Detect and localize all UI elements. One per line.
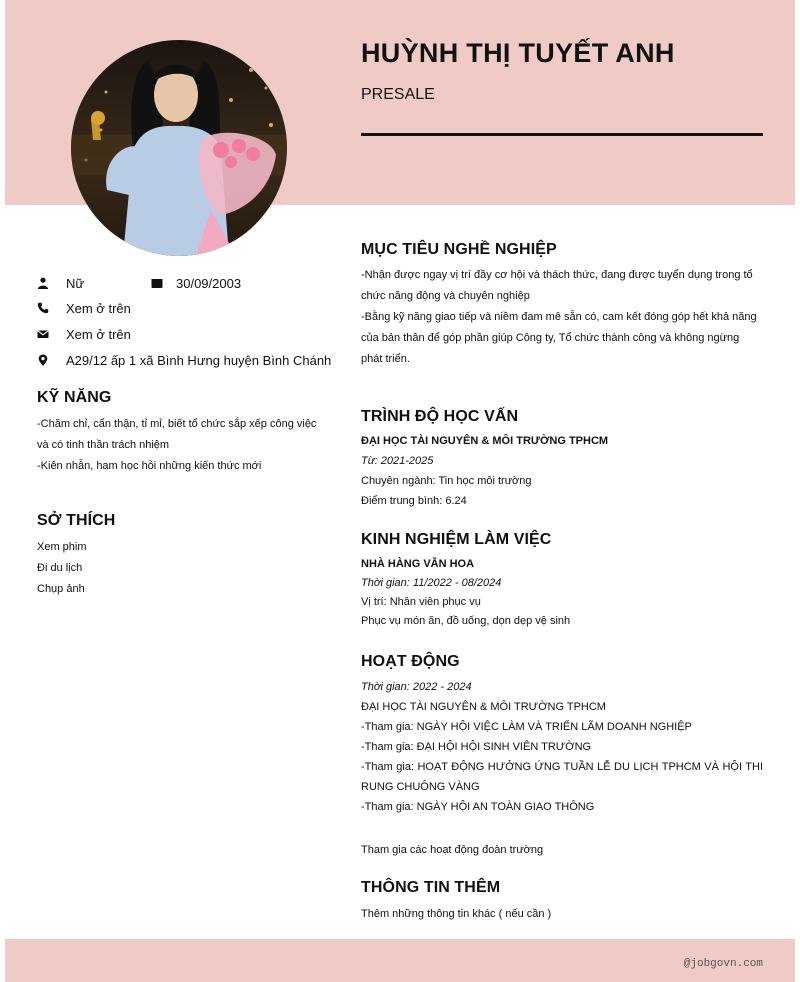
- hobbies-list: [37, 537, 87, 600]
- activity-item: -Tham gia: HOẠT ĐỘNG HƯỞNG ỨNG TUẦN LỄ DU LỊCH TPHCM VÀ HỘI THI RUNG CHUÔNG VÀNG: [361, 761, 763, 793]
- activities-period: Thời gian: 2022 - 2024: [361, 681, 472, 693]
- objective-list: [361, 265, 761, 370]
- gender-row: [37, 273, 84, 293]
- school-name: ĐẠI HỌC TÀI NGUYÊN & MÔI TRƯỜNG TPHCM: [361, 435, 609, 447]
- activity-item: -Tham gia: NGÀY HỘI VIỆC LÀM VÀ TRIỂN LÃM DOANH NGHIỆP: [361, 721, 692, 733]
- education-gpa: Điểm trung bình: 6.24: [361, 495, 467, 507]
- hobby-item: Đi du lịch: [37, 562, 83, 574]
- email-row: [37, 324, 131, 344]
- more-info-text: Thêm những thông tin khác ( nếu cần ): [361, 908, 552, 920]
- experience-title: KINH NGHIỆM LÀM VIỆC: [361, 531, 552, 548]
- skill-item: -Kiên nhẫn, ham học hỏi những kiến thức mới: [37, 460, 262, 472]
- hobbies-title: SỞ THÍCH: [37, 512, 116, 529]
- education-title: TRÌNH ĐỘ HỌC VẤN: [361, 408, 519, 425]
- education-major: Chuyên ngành: Tin học môi trường: [361, 475, 532, 487]
- footer-credit: @jobgovn.com: [683, 958, 763, 970]
- company-name: NHÀ HÀNG VĂN HOA: [361, 558, 475, 570]
- header-divider: [361, 133, 763, 136]
- address-value: A29/12 ấp 1 xã Bình Hưng huyện Bình Chánh: [66, 352, 332, 368]
- hobby-item: Chụp ảnh: [37, 583, 85, 595]
- candidate-role: PRESALE: [361, 86, 435, 103]
- address-row: [37, 350, 331, 370]
- skills-title: KỸ NĂNG: [37, 389, 112, 406]
- objective-item: -Bằng kỹ năng giao tiếp và niềm đam mê sẵn có, cam kết đóng góp hết khả năng của bản thân để góp phần giúp Công ty, Tổ chức thành công và không ngừng phát triển.: [361, 311, 757, 365]
- location-pin-icon: [37, 354, 49, 366]
- skill-item: -Chăm chỉ, cẩn thận, tỉ mỉ, biết tổ chức sắp xếp công việc và có tinh thần trách nhiệm: [37, 418, 317, 451]
- experience-position: Vị trí: Nhân viên phục vụ: [361, 596, 481, 608]
- objective-title: MỤC TIÊU NGHỀ NGHIỆP: [361, 241, 557, 258]
- portrait-photo: [71, 40, 287, 256]
- gender-value: Nữ: [66, 275, 85, 291]
- activities-block: [361, 677, 763, 817]
- phone-icon: [37, 302, 49, 314]
- experience-period: Thời gian: 11/2022 - 08/2024: [361, 577, 502, 589]
- education-block: [361, 431, 608, 511]
- avatar: [71, 40, 287, 256]
- experience-block: [361, 555, 570, 631]
- footer-band: [5, 939, 795, 982]
- phone-row: [37, 298, 131, 318]
- mail-icon: [37, 328, 49, 340]
- email-value: Xem ở trên: [66, 326, 131, 342]
- activity-item: -Tham gia: NGÀY HỘI AN TOÀN GIAO THÔNG: [361, 801, 595, 813]
- experience-duty: Phục vụ món ăn, đồ uống, dọn dẹp vệ sinh: [361, 615, 571, 627]
- activities-extra: Tham gia các hoạt động đoàn trường: [361, 844, 544, 856]
- activity-item: -Tham gia: ĐẠI HỘI HỘI SINH VIÊN TRƯỜNG: [361, 741, 592, 753]
- more-info-title: THÔNG TIN THÊM: [361, 879, 501, 896]
- hobby-item: Xem phim: [37, 541, 87, 553]
- skills-list: [37, 414, 322, 477]
- birthday-row: [151, 273, 241, 293]
- education-period: Từ: 2021-2025: [361, 455, 434, 467]
- candidate-name: HUỲNH THỊ TUYẾT ANH: [361, 38, 675, 68]
- objective-item: -Nhận được ngay vị trí đầy cơ hội và thách thức, đang được tuyển dụng trong tổ chức năng động và chuyên nghiệp: [361, 269, 753, 302]
- phone-value: Xem ở trên: [66, 300, 131, 316]
- person-icon: [37, 277, 49, 289]
- activities-org: ĐẠI HỌC TÀI NGUYÊN & MÔI TRƯỜNG TPHCM: [361, 701, 606, 713]
- activities-title: HOẠT ĐỘNG: [361, 653, 460, 670]
- calendar-icon: [151, 277, 163, 289]
- birthday-value: 30/09/2003: [176, 275, 242, 291]
